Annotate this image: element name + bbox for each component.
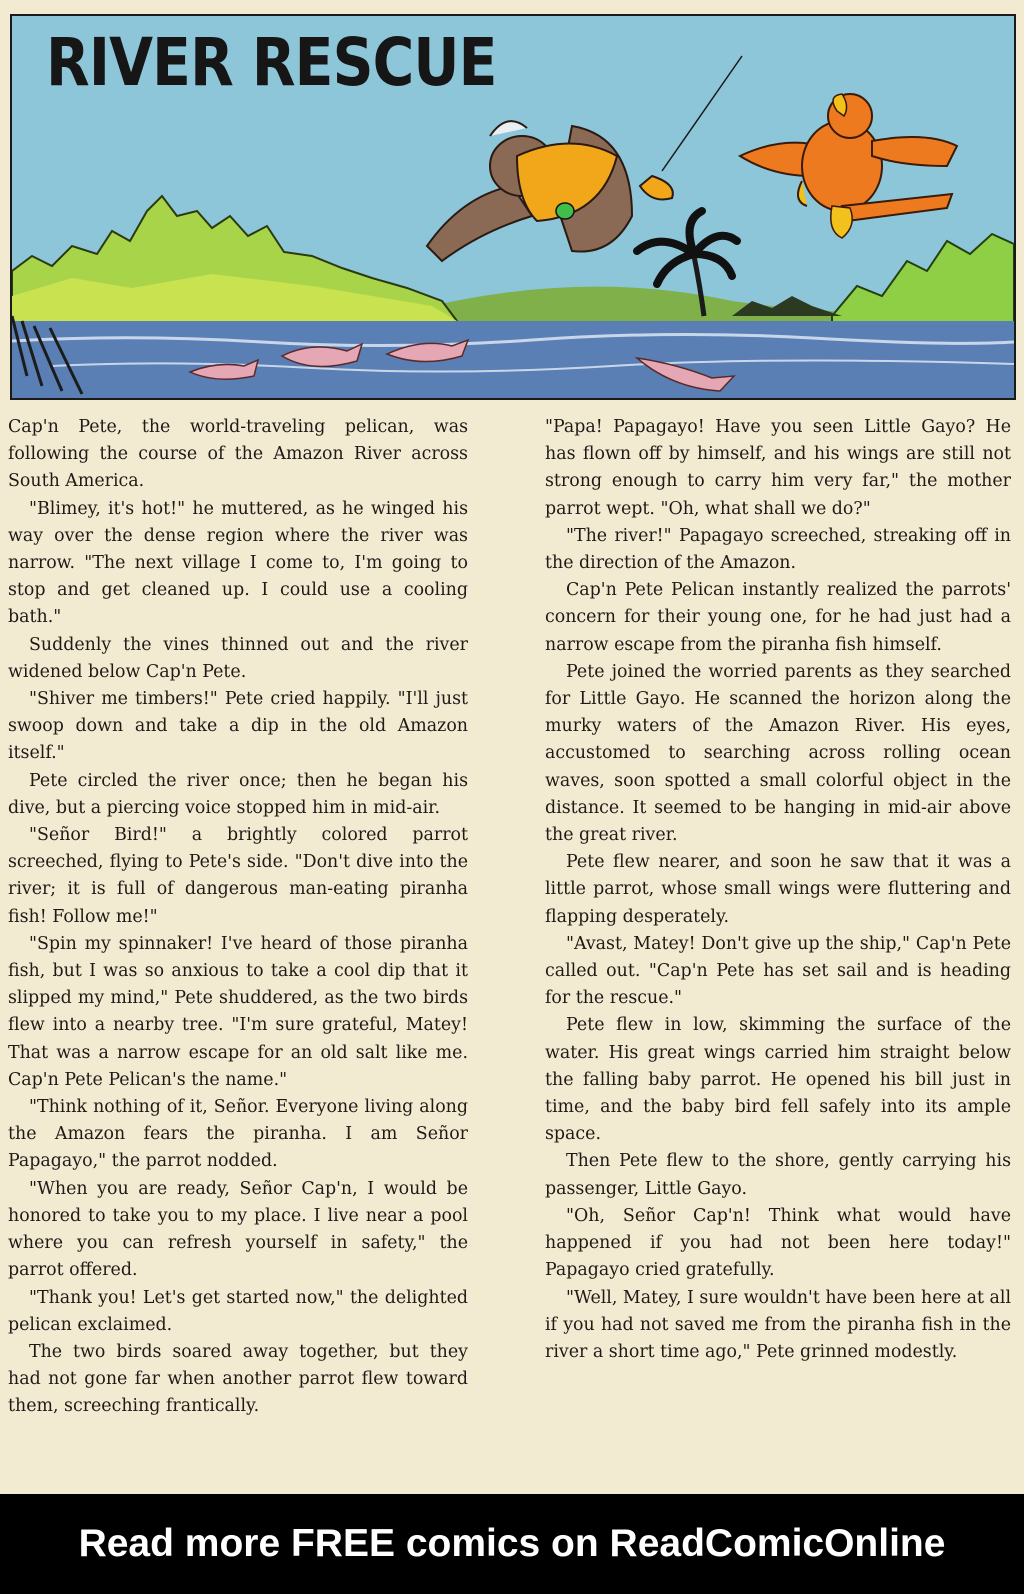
story-paragraph: "Spin my spinnaker! I've heard of those piranha fish, but I was so anxious to take a cool dip that it slipped my mind," Pete shuddered, as the two birds flew into a nearby tree. "I'm sure grateful, Matey! That was a narrow escape for an old salt like me. Cap'n Pete Pelican's the name." [8,933,468,1090]
story-paragraph: "Shiver me timbers!" Pete cried happily. "I'll just swoop down and take a dip in the old Amazon itself." [8,689,468,764]
story-paragraph: Pete circled the river once; then he began his dive, but a piercing voice stopped him in mid-air. [8,770,468,818]
story-paragraph: "Think nothing of it, Señor. Everyone living along the Amazon fears the piranha. I am Señor Papagayo," the parrot nodded. [8,1097,468,1172]
story-paragraph: "Blimey, it's hot!" he muttered, as he winged his way over the dense region where the river was narrow. "The next village I come to, I'm going to stop and get cleaned up. I could use a cooling bath." [8,498,468,628]
story-paragraph: Pete flew in low, skimming the surface of the water. His great wings carried him straight below the falling baby parrot. He opened his bill just in time, and the baby bird fell safely into its ample space. [545,1015,1011,1145]
story-paragraph: Pete flew nearer, and soon he saw that it was a little parrot, whose small wings were fluttering and flapping desperately. [545,852,1011,927]
story-paragraph: The two birds soared away together, but they had not gone far when another parrot flew toward them, screeching frantically. [8,1341,468,1417]
story-paragraph: Cap'n Pete Pelican instantly realized the parrots' concern for their young one, for he had just had a narrow escape from the piranha fish himself. [545,580,1011,655]
story-paragraph: "Well, Matey, I sure wouldn't have been here at all if you had not saved me from the piranha fish in the river a short time ago," Pete grinned modestly. [545,1287,1012,1362]
promo-footer-text: Read more FREE comics on ReadComicOnline [78,1522,946,1565]
story-paragraph: "Oh, Señor Cap'n! Think what would have happened if you had not been here today!" Papagayo cried gratefully. [545,1205,1011,1281]
story-paragraph: "Thank you! Let's get started now," the delighted pelican exclaimed. [8,1287,468,1335]
story-paragraph: Pete joined the worried parents as they searched for Little Gayo. He scanned the horizon along the murky waters of the Amazon River. His eyes, accustomed to searching across rolling ocean waves, soon spotted a small colorful object in the distance. It seemed to be hanging in mid-air above the great river. [545,661,1011,846]
story-paragraph: Cap'n Pete, the world-traveling pelican, was following the course of the Amazon River across South America. [8,417,468,492]
story-paragraph: Then Pete flew to the shore, gently carrying his passenger, Little Gayo. [545,1151,1011,1199]
story-paragraph: Suddenly the vines thinned out and the river widened below Cap'n Pete. [8,634,468,682]
story-paragraph: "Avast, Matey! Don't give up the ship," Cap'n Pete called out. "Cap'n Pete has set sail and is heading for the rescue." [545,933,1011,1009]
illustration-panel [10,14,1016,400]
story-paragraph: "Señor Bird!" a brightly colored parrot screeched, flying to Pete's side. "Don't dive into the river; it is full of dangerous man-eating piranha fish! Follow me!" [8,825,468,927]
promo-footer-banner [0,1494,1024,1594]
story-paragraph: "The river!" Papagayo screeched, streaking off in the direction of the Amazon. [545,525,1011,574]
story-title: RIVER RESCUE [46,24,497,101]
story-paragraph: "Papa! Papagayo! Have you seen Little Gayo? He has flown off by himself, and his wings are still not strong enough to carry him very far," the mother parrot wept. "Oh, what shall we do?" [545,417,1011,519]
story-paragraph: "When you are ready, Señor Cap'n, I would be honored to take you to my place. I live near a pool where you can refresh yourself in safety," the parrot offered. [8,1178,468,1281]
left-text-column [8,414,468,1421]
right-text-column [545,414,1011,1366]
